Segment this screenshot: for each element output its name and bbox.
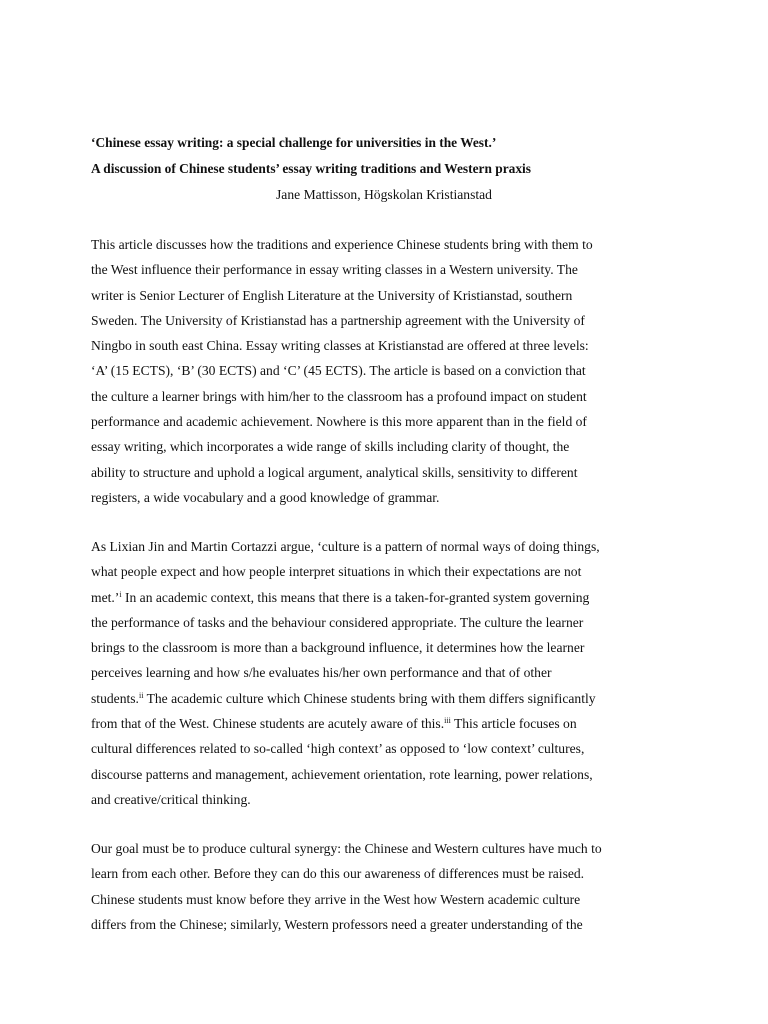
paragraph-line: Sweden. The University of Kristianstad has a partnership agreement with the University of bbox=[91, 312, 585, 328]
line-text: from that of the West. Chinese students are acutely aware of this. bbox=[91, 716, 445, 732]
paragraph-line: the culture a learner brings with him/her to the classroom has a profound impact on student bbox=[91, 388, 587, 404]
paragraph-line: writer is Senior Lecturer of English Literature at the University of Kristianstad, southern bbox=[91, 287, 573, 303]
paragraph-2 bbox=[91, 538, 691, 816]
paragraph-line bbox=[91, 715, 691, 740]
paragraph-3 bbox=[91, 840, 691, 941]
endnote-ref-ii[interactable]: ii bbox=[138, 690, 144, 700]
endnote-ref-iii[interactable]: iii bbox=[444, 716, 451, 726]
document-subtitle: A discussion of Chinese students’ essay writing traditions and Western praxis bbox=[91, 161, 531, 176]
endnote-ref-i[interactable]: i bbox=[119, 589, 122, 599]
line-text: students. bbox=[91, 690, 139, 706]
paragraph-line: essay writing, which incorporates a wide range of skills including clarity of thought, the bbox=[91, 439, 570, 455]
paragraph-line: ‘A’ (15 ECTS), ‘B’ (30 ECTS) and ‘C’ (45 ECTS). The article is based on a conviction that bbox=[91, 363, 586, 379]
paragraph-line: cultural differences related to so-called ‘high context’ as opposed to ‘low context’ cultures, bbox=[91, 741, 585, 757]
paragraph-line: brings to the classroom is more than a background influence, it determines how the learner bbox=[91, 640, 585, 656]
line-text: In an academic context, this means that there is a taken-for-granted system governing bbox=[121, 589, 590, 605]
paragraph-line: what people expect and how people interpret situations in which their expectations are not bbox=[91, 564, 582, 580]
paragraph-line: the performance of tasks and the behaviour considered appropriate. The culture the learner bbox=[91, 614, 584, 630]
paragraph-line: performance and academic achievement. Nowhere is this more apparent than in the field of bbox=[91, 414, 587, 430]
paragraph-line: This article discusses how the traditions and experience Chinese students bring with them to bbox=[91, 237, 593, 252]
paragraph-line: Chinese students must know before they arrive in the West how Western academic culture bbox=[91, 891, 581, 907]
paragraph-line: Our goal must be to produce cultural synergy: the Chinese and Western cultures have much to bbox=[91, 841, 602, 856]
line-text: The academic culture which Chinese students bring with them differs significantly bbox=[143, 690, 596, 706]
paragraph-line: registers, a wide vocabulary and a good knowledge of grammar. bbox=[91, 489, 440, 505]
author-line: Jane Mattisson, Högskolan Kristianstad bbox=[276, 187, 492, 202]
paragraph-1 bbox=[91, 236, 691, 514]
paragraph-line bbox=[91, 589, 691, 614]
document-title: ‘Chinese essay writing: a special challenge for universities in the West.’ bbox=[91, 135, 497, 150]
paragraph-line: As Lixian Jin and Martin Cortazzi argue, ‘culture is a pattern of normal ways of doing things, bbox=[91, 539, 600, 554]
paragraph-line: Ningbo in south east China. Essay writing classes at Kristianstad are offered at three levels: bbox=[91, 338, 589, 354]
paragraph-line: and creative/critical thinking. bbox=[91, 791, 251, 807]
paragraph-line: learn from each other. Before they can do this our awareness of differences must be raised. bbox=[91, 866, 585, 882]
paragraph-line: discourse patterns and management, achievement orientation, rote learning, power relations, bbox=[91, 766, 593, 782]
line-text: This article focuses on bbox=[450, 716, 577, 732]
paragraph-line bbox=[91, 690, 691, 715]
paragraph-line: ability to structure and uphold a logical argument, analytical skills, sensitivity to different bbox=[91, 464, 578, 480]
line-text: met.’ bbox=[91, 589, 120, 605]
paragraph-line: perceives learning and how s/he evaluates his/her own performance and that of other bbox=[91, 665, 552, 681]
paragraph-line: the West influence their performance in essay writing classes in a Western university. The bbox=[91, 262, 578, 278]
paragraph-line: differs from the Chinese; similarly, Western professors need a greater understanding of the bbox=[91, 916, 583, 932]
